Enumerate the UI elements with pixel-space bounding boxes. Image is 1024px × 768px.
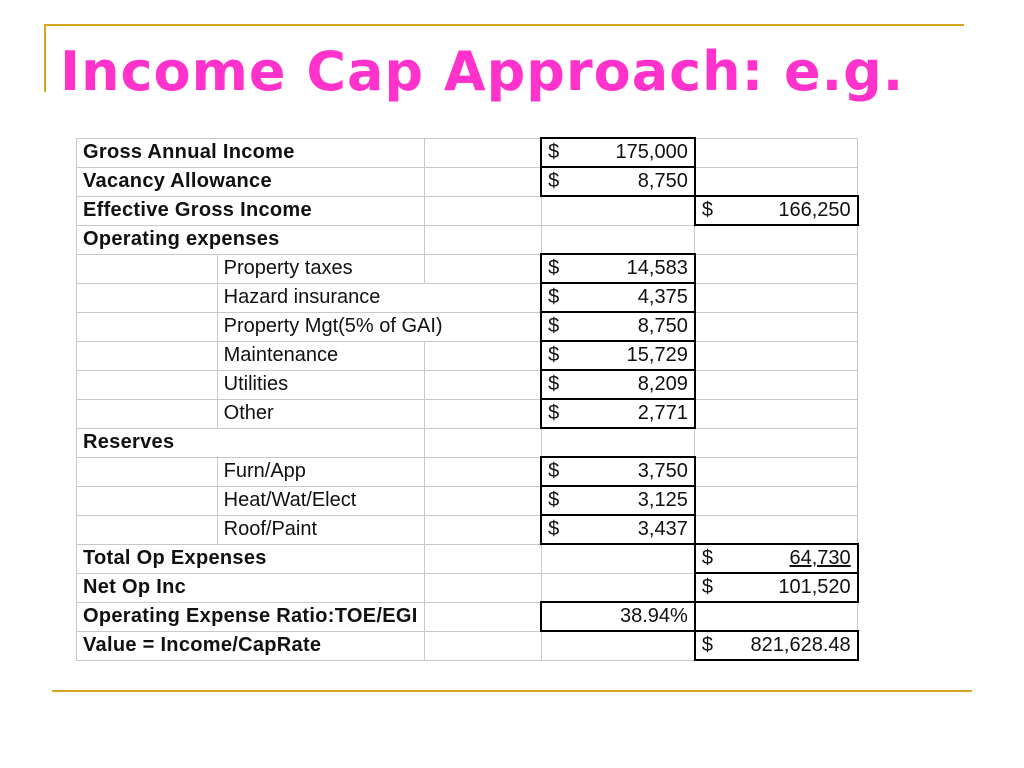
income-cap-table (76, 137, 1024, 661)
indent-cell (77, 486, 218, 515)
amount-cell (541, 138, 695, 167)
row-label: Operating expenses (77, 225, 425, 254)
amount-cell (541, 515, 695, 544)
amount-cell-content (548, 373, 688, 396)
currency-symbol: $ (548, 460, 560, 482)
total-cell (695, 341, 858, 370)
currency-symbol: $ (548, 518, 560, 540)
empty-cell (424, 457, 541, 486)
amount-cell (541, 544, 695, 573)
amount-value: 8,209 (637, 373, 688, 395)
empty-cell (424, 138, 541, 167)
currency-symbol: $ (548, 141, 560, 163)
total-cell (695, 399, 858, 428)
total-cell (695, 631, 858, 660)
total-cell (695, 486, 858, 515)
amount-cell-content (548, 489, 688, 512)
indent-cell (77, 283, 218, 312)
currency-symbol: $ (548, 170, 560, 192)
table-row (77, 631, 1024, 660)
table-row (77, 573, 1024, 602)
row-label: Reserves (77, 428, 425, 457)
total-cell (695, 573, 858, 602)
amount-cell (541, 312, 695, 341)
amount-cell-content (548, 402, 688, 425)
amount-cell (541, 573, 695, 602)
amount-value: 8,750 (637, 315, 688, 337)
currency-symbol: $ (701, 547, 713, 569)
amount-value: 101,520 (778, 576, 851, 598)
amount-cell (541, 399, 695, 428)
row-label: Furn/App (217, 457, 424, 486)
amount-cell (541, 486, 695, 515)
table-row (77, 283, 1024, 312)
total-cell-content (702, 199, 851, 222)
amount-cell-content (548, 286, 688, 309)
empty-cell (424, 370, 541, 399)
empty-cell (424, 573, 541, 602)
empty-cell (424, 196, 541, 225)
amount-value: 3,125 (637, 489, 688, 511)
currency-symbol: $ (548, 344, 560, 366)
empty-cell (424, 399, 541, 428)
total-cell (695, 254, 858, 283)
empty-cell (424, 428, 541, 457)
amount-value: 8,750 (637, 170, 688, 192)
total-cell (695, 602, 858, 631)
empty-cell (424, 254, 541, 283)
total-cell (695, 515, 858, 544)
row-label: Operating Expense Ratio:TOE/EGI (77, 602, 425, 631)
amount-value: 2,771 (637, 402, 688, 424)
empty-cell (424, 631, 541, 660)
table-body (77, 138, 1024, 660)
amount-cell (541, 457, 695, 486)
total-cell (695, 544, 858, 573)
row-label: Value = Income/CapRate (77, 631, 425, 660)
amount-value: 3,437 (637, 518, 688, 540)
empty-cell (424, 167, 541, 196)
table-row (77, 312, 1024, 341)
table-row (77, 225, 1024, 254)
currency-symbol: $ (701, 634, 713, 656)
empty-cell (424, 602, 541, 631)
total-cell (695, 312, 858, 341)
amount-cell (541, 196, 695, 225)
currency-symbol: $ (701, 576, 713, 598)
amount-cell (541, 631, 695, 660)
amount-value: 15,729 (626, 344, 688, 366)
amount-cell-content (548, 170, 688, 193)
table-row (77, 254, 1024, 283)
row-label: Effective Gross Income (77, 196, 425, 225)
indent-cell (77, 457, 218, 486)
table-row (77, 341, 1024, 370)
amount-value: 821,628.48 (750, 634, 851, 656)
currency-symbol: $ (548, 286, 560, 308)
row-label: Roof/Paint (217, 515, 424, 544)
row-label: Gross Annual Income (77, 138, 425, 167)
amount-value: 3,750 (637, 460, 688, 482)
currency-symbol: $ (548, 257, 560, 279)
row-label: Utilities (217, 370, 424, 399)
row-label: Other (217, 399, 424, 428)
currency-symbol: $ (548, 489, 560, 511)
title-top-rule (44, 24, 964, 26)
title-left-rule (44, 24, 46, 92)
indent-cell (77, 312, 218, 341)
amount-cell (541, 283, 695, 312)
amount-cell (541, 428, 695, 457)
table-row (77, 138, 1024, 167)
currency-symbol: $ (548, 373, 560, 395)
amount-cell (541, 602, 695, 631)
amount-cell-content (548, 315, 688, 338)
amount-value: 4,375 (637, 286, 688, 308)
currency-symbol: $ (701, 199, 713, 221)
amount-value: 175,000 (615, 141, 688, 163)
amount-value: 166,250 (778, 199, 851, 221)
amount-cell (541, 167, 695, 196)
table-row (77, 602, 1024, 631)
table-row (77, 428, 1024, 457)
amount-cell-content (548, 344, 688, 367)
amount-cell-content (548, 257, 688, 280)
table-row (77, 515, 1024, 544)
table-row (77, 370, 1024, 399)
amount-cell-content (548, 518, 688, 541)
total-cell-content (702, 576, 851, 599)
empty-cell (424, 515, 541, 544)
total-cell (695, 196, 858, 225)
row-label: Net Op Inc (77, 573, 425, 602)
row-label: Heat/Wat/Elect (217, 486, 424, 515)
total-cell (695, 283, 858, 312)
total-cell (695, 457, 858, 486)
row-label: Vacancy Allowance (77, 167, 425, 196)
total-cell (695, 225, 858, 254)
total-cell (695, 167, 858, 196)
total-cell (695, 370, 858, 399)
table-row (77, 457, 1024, 486)
total-cell-content (702, 547, 851, 570)
indent-cell (77, 254, 218, 283)
empty-cell (424, 225, 541, 254)
amount-cell (541, 370, 695, 399)
amount-cell (541, 254, 695, 283)
table-row (77, 167, 1024, 196)
table-row (77, 399, 1024, 428)
currency-symbol: $ (548, 402, 560, 424)
amount-value: 64,730 (789, 547, 851, 569)
row-label: Property Mgt(5% of GAI) (217, 312, 541, 341)
amount-value: 14,583 (626, 257, 688, 279)
row-label: Total Op Expenses (77, 544, 425, 573)
table-row (77, 196, 1024, 225)
total-cell-content (702, 634, 851, 657)
amount-cell-content (548, 141, 688, 164)
total-cell (695, 428, 858, 457)
indent-cell (77, 341, 218, 370)
bottom-rule (52, 690, 972, 692)
indent-cell (77, 370, 218, 399)
amount-cell-content (548, 460, 688, 483)
currency-symbol: $ (548, 315, 560, 337)
row-label: Maintenance (217, 341, 424, 370)
indent-cell (77, 515, 218, 544)
row-label: Hazard insurance (217, 283, 541, 312)
table-row (77, 486, 1024, 515)
empty-cell (424, 544, 541, 573)
empty-cell (424, 341, 541, 370)
amount-cell (541, 225, 695, 254)
empty-cell (424, 486, 541, 515)
amount-cell (541, 341, 695, 370)
row-label: Property taxes (217, 254, 424, 283)
indent-cell (77, 399, 218, 428)
amount-value: 38.94% (619, 605, 688, 627)
table-row (77, 544, 1024, 573)
slide-title: Income Cap Approach: e.g. (60, 40, 905, 103)
total-cell (695, 138, 858, 167)
